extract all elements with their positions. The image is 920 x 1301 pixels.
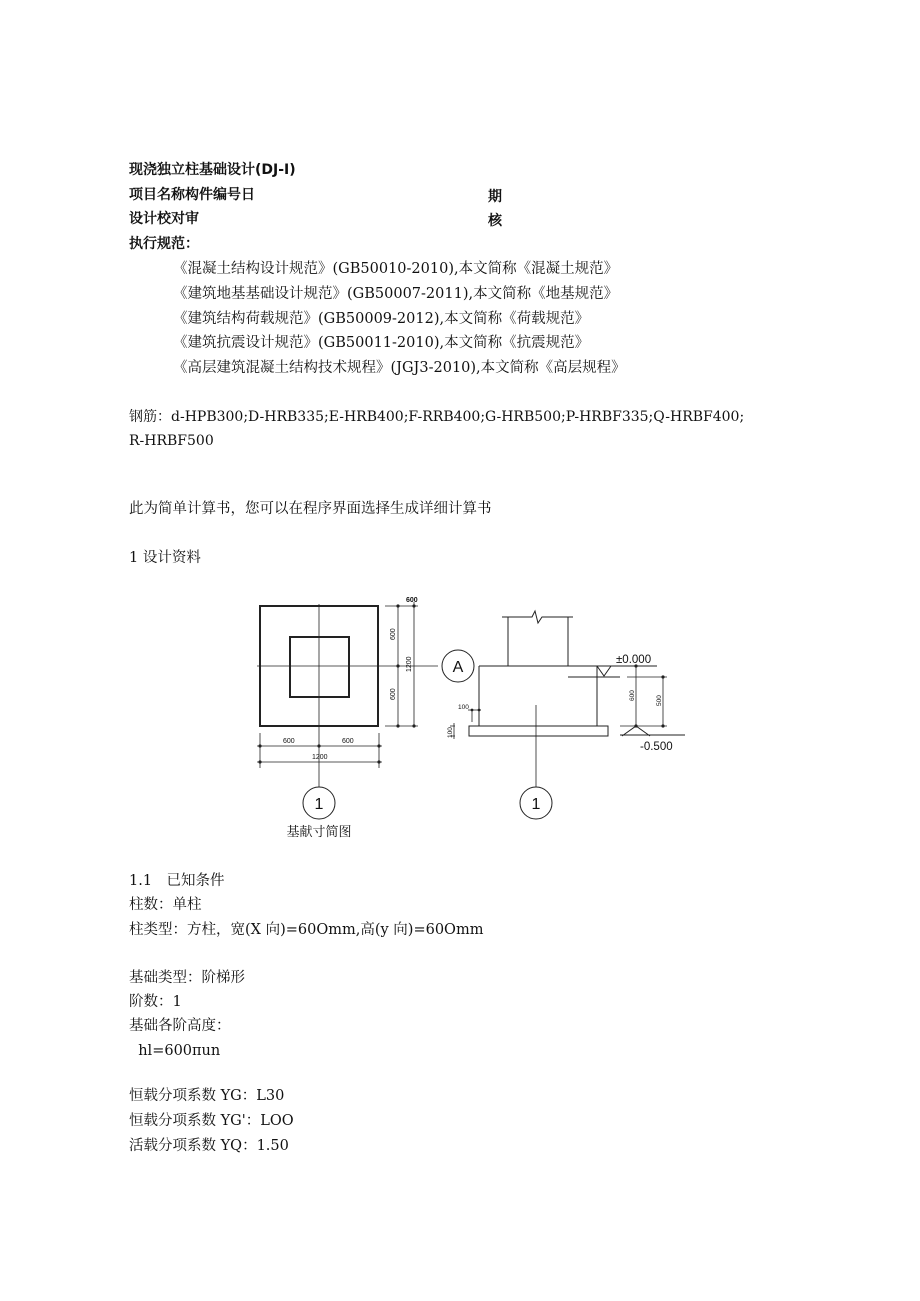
- rebar-line: 钢筋：d-HPB300;D-HRB335;E-HRB400;F-RRB400;G-HRB500;P-HRBF335;Q-HRBF400;: [129, 409, 745, 425]
- condition-line: 阶数：1: [129, 994, 182, 1010]
- norm-item: 《混凝土结构设计规范》(GB50010-2010),本文简称《混凝土规范》: [173, 261, 619, 277]
- diagram-caption: 基献寸简图: [286, 824, 352, 839]
- note-text: 此为简单计算书，您可以在程序界面选择生成详细计算书: [129, 501, 492, 517]
- dim-label: 500: [656, 695, 663, 706]
- condition-line: 恒载分项系数 YG：L30: [129, 1088, 285, 1104]
- condition-line: 柱类型：方柱，宽(X 向)=60Omm,高(y 向)=60Omm: [129, 922, 484, 938]
- design-check-row: 设计校对审: [129, 211, 199, 227]
- condition-line: 恒载分项系数 YG'：LOO: [129, 1113, 294, 1129]
- dim-label: 1200: [406, 656, 413, 672]
- base-slab: [469, 726, 608, 736]
- document-title: 现浇独立柱基础设计(DJ-I): [129, 162, 296, 178]
- dim-label: 600: [629, 690, 636, 701]
- norms-label: 执行规范：: [129, 236, 199, 252]
- axis-bubble-1: 1: [531, 796, 541, 813]
- condition-line: 基础各阶高度：: [129, 1018, 231, 1034]
- rebar-line: R-HRBF500: [129, 433, 214, 449]
- level-bottom-label: -0.500: [640, 741, 673, 753]
- level-marker-icon: [597, 666, 611, 676]
- norm-item: 《建筑抗震设计规范》(GB50011-2010),本文简称《抗震规范》: [173, 335, 590, 351]
- known-conditions-heading: 1.1 已知条件: [129, 873, 225, 889]
- dim-label: 600: [390, 628, 397, 640]
- dim-label: 1200: [312, 754, 328, 761]
- norm-item: 《建筑结构荷载规范》(GB50009-2012),本文简称《荷载规范》: [173, 311, 590, 327]
- dim-label: 600: [406, 597, 418, 604]
- dim-label: 100: [447, 727, 454, 738]
- dim-label: 600: [342, 738, 354, 745]
- project-info-row: 项目名称构件编号日: [129, 187, 255, 203]
- review-label: 核: [488, 213, 502, 229]
- dim-label: 100: [458, 704, 469, 711]
- condition-line: 柱数：单柱: [129, 897, 202, 913]
- dim-label: 600: [283, 738, 295, 745]
- condition-line: hl=600πun: [129, 1043, 221, 1059]
- norm-item: 《建筑地基基础设计规范》(GB50007-2011),本文简称《地基规范》: [173, 286, 619, 302]
- condition-line: 活载分项系数 YQ：1.50: [129, 1138, 289, 1154]
- norm-item: 《高层建筑混凝土结构技术规程》(JGJ3-2010),本文简称《高层规程》: [173, 360, 626, 376]
- foundation-dimension-diagram: [240, 590, 700, 840]
- dim-label: 600: [390, 688, 397, 700]
- column-outline: [290, 637, 349, 697]
- axis-bubble-a: A: [452, 659, 464, 676]
- section-heading: 1 设计资料: [129, 550, 201, 566]
- date-label: 期: [488, 189, 502, 205]
- condition-line: 基础类型：阶梯形: [129, 970, 245, 986]
- level-top-label: ±0.000: [616, 654, 652, 666]
- axis-bubble-1: 1: [314, 796, 324, 813]
